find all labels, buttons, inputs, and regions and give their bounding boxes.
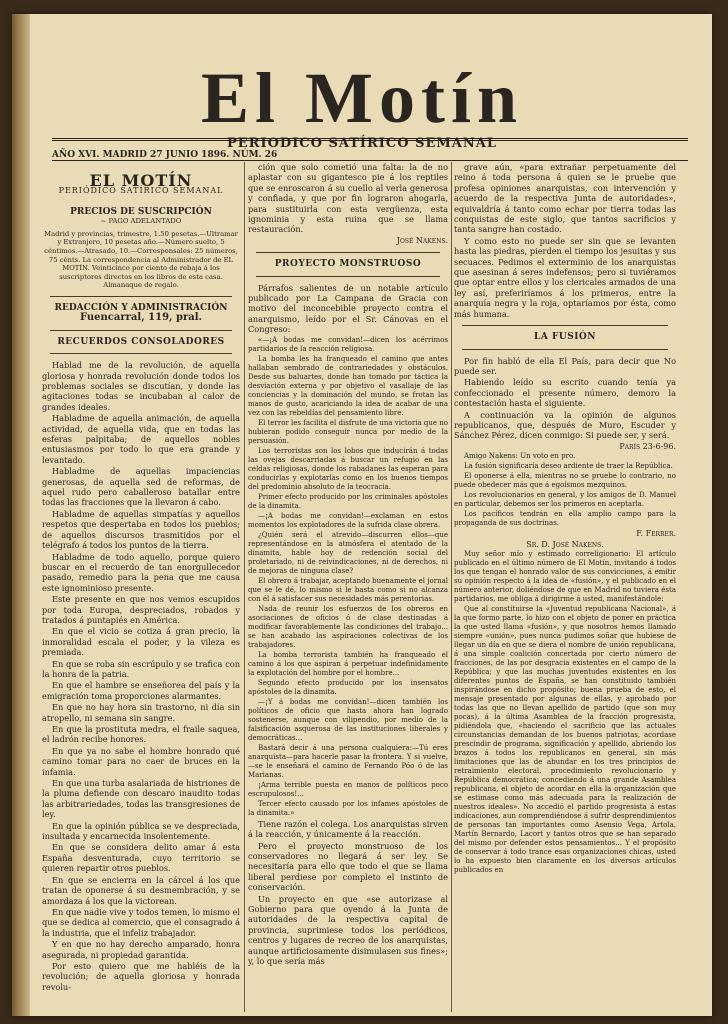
- newspaper-page: [12, 14, 712, 1016]
- paragraph: En que se roba sin escrúpulo y se trafica con la honra de la patria.: [42, 658, 240, 679]
- paragraph: —¡A bodas me convidan!—exclaman en estos momentos los explotadores de la sufrida clase obrera.: [248, 511, 448, 529]
- article-heading: PROYECTO MONSTRUOSO: [274, 259, 422, 270]
- article-heading: LA FUSIÓN: [534, 332, 596, 343]
- divider: [50, 330, 232, 331]
- paragraph: Pero el proyecto monstruoso de los conservadores no llegará á ser ley. Se necesitaría para ello que todo el que se llama liberal perdiese por completo el instinto de conservación.: [248, 840, 448, 893]
- paragraph: Habladme de aquellas impaciencias generosas, de aquella sed de reformas, de aquel rudo pero caballeroso batallar entre todas las fracciones que la llevaron á cabo.: [42, 466, 240, 508]
- paragraph: En que el hambre se enseñorea del país y la emigración toma proporciones alarmantes.: [42, 680, 240, 701]
- box-subtitle: PERIÓDICO SATÍRICO SEMANAL: [58, 186, 224, 196]
- paragraph: En que el vicio se cotiza á gran precio, la inmoralidad escala el poder, y la vileza es premiada.: [42, 626, 240, 658]
- letter-body: [454, 550, 676, 875]
- letter-date: París 23-6-96.: [619, 441, 676, 451]
- column-2: [248, 162, 448, 1012]
- paragraph: Tiene razón el colega. Los anarquistas sirven á la reacción, y únicamente á la reacción.: [248, 818, 448, 840]
- paragraph: Habiendo leído su escrito cuando tenía ya confeccionado el presente número, demoro la contestación hasta el siguiente.: [454, 377, 676, 409]
- letter-signature: F. Ferrer.: [636, 529, 676, 539]
- column-1: [42, 162, 240, 1012]
- letter-salutation: Sr. D. José Nakens.: [526, 539, 604, 549]
- paragraph: Primer efecto producido por los criminales apóstoles de la dinamita.: [248, 492, 448, 510]
- article-body: [248, 819, 448, 967]
- signature: José Nakens.: [396, 235, 448, 245]
- article-body: [42, 360, 240, 992]
- paragraph: ¡Arma terrible puesta en manos de políticos poco escrupulosos!...: [248, 780, 448, 798]
- dateline-rule: [52, 160, 688, 161]
- paragraph: Y en que no hay derecho amparado, honra asegurada, ni propiedad garantida.: [42, 939, 240, 960]
- paragraph: Hablad me de la revolución, de aquella gloriosa y honrada revolución donde todos los problemas sociales se discutían, y donde las agitaciones todas se incubaban al calor de grandes ideales.: [42, 360, 240, 412]
- paragraph: La bomba terrorista también ha franqueado el camino á los que aspiran á perpetuar indefinidamente la explotación del hombre por el hombre...: [248, 650, 448, 677]
- article-body: [454, 356, 676, 441]
- paragraph: En que no hay hora sin trastorno, ni día sin atropello, ni semana sin sangre.: [42, 702, 240, 723]
- paragraph: Que al constituirse la «Juventud republicana Nacional», á la que formo parte, lo hizo con el objeto de poner en práctica la que usted llama «fusión», y que nosotros hemos llamado siempre «unión», pues nunca pudimos soñar que hubiese de llegar un día en que se diera el nombre de unión republicana, á una simple coalición concertada por cierto número de fracciones, de las por desgracia existentes en el campo de la República; y que las muchas juventudes existentes en los diferentes puntos de España, se han constituido también inspirándose en dicho propósito; buena prueba de esto, el mensaje presentado por algunas de ellas, y aprobado por todas las que no llevan apellido de partido (que son muy pocas), á la última Asamblea de la fracción progresista, pidiéndola que, «haciendo el sacrificio que las actuales circunstancias demandan de los buenos patriotas, acordase prescindir de programa, significación y apellido, abriendo los brazos á todos los republicanos en general, sin más limitaciones que las de abundar en los tres principios de retraimiento electoral, procedimiento revolucionario y República democrática; concediendo á una grande Asamblea republicana, el objeto de acordar en ella la organización que se estimase como más adecuada para la realización de nuestros ideales». No accedió el partido progresista á estas indicaciones, aun comprendiéndose á sufrir desprendimientos de personas tan importantes como Asensio Vega, Artola, Martín Bernardo, Lacort y tantos otros que se han separado del mismo por defender estos pensamientos... Y el propósito de conservar á todo trance esas organizaciones chicas, usted lo ha expuesto bien claramente en los diversos artículos publicados en: [454, 604, 676, 874]
- paragraph: Habladme de aquella animación, de aquella actividad, de aquella vida, que en todas las esferas palpitaba; de aquellos nobles entusiasmos por todo lo que era grande y levantado.: [42, 413, 240, 465]
- paragraph: El oponerse á ella, mientras no se pruebe lo contrario, no puede obedecer más que á egoísmos mezquinos.: [454, 472, 676, 490]
- paragraph: Párrafos salientes de un notable artículo publicado por La Campana de Gracia con motivo del inconcebible proyecto contra el anarquismo, leído por el Sr. Cánovas en el Congreso:: [248, 282, 448, 335]
- dateline: AÑO XVI. MADRID 27 JUNIO 1896. NÚM. 26: [52, 150, 278, 160]
- paragraph: Bastará decir á una persona cualquiera:—Tú eres anarquista—para hacerle pasar la frontera. Y si vuelve,—se le enseñará el camino de Fernando Póo ó de las Marianas.: [248, 743, 448, 779]
- subscription-box: [42, 171, 240, 331]
- prices-text: Madrid y provincias, trimestre, 1.50 pesetas.—Ultramar y Extranjero, 10 pesetas año.—Número suelto, 5 céntimos.—Atrasado, 10.—Corresponsales: 25 números, 75 cénts. La correspondencia al Administrador de EL MOTÍN. Veinticinco por ciento de rebaja á los suscriptores directos en los libros de esta casa. Almanaque de regalo.: [44, 229, 238, 290]
- admin-address: Fuencarral, 119, pral.: [79, 312, 203, 324]
- divider: [462, 325, 668, 326]
- masthead-title: El Motín: [200, 58, 523, 138]
- paragraph: En que la opinión pública se ve despreciada, insultada y encarnecida insolentemente.: [42, 820, 240, 842]
- divider: [256, 276, 440, 277]
- masthead-subtitle: PERIODICO SATÍRICO SEMANAL: [227, 136, 497, 151]
- paragraph: Los pacíficos tendrán en ella amplio campo para la propaganda de sus doctrinas.: [454, 510, 676, 528]
- divider: [50, 296, 232, 297]
- divider: [462, 349, 668, 350]
- paragraph: Un proyecto en que «se autorizase al Gobierno para que oyendo á la Junta de autoridades de la respectiva capital de provincia, suprimiese todos los periódicos, centros y lugares de recreo de los anarquistas, aunque artificiosamente disimulasen sus fines»; y, lo que sería más: [248, 893, 448, 966]
- paragraph: Amigo Nakens: Un voto en pro.: [464, 452, 576, 461]
- column-3: [454, 162, 676, 1012]
- letter-body: [454, 452, 676, 528]
- paragraph: En que se considera delito amar á esta España desventurada, cuyo territorio se quieren repartir otros pueblos.: [42, 842, 240, 874]
- article-heading: RECUERDOS CONSOLADORES: [57, 336, 225, 347]
- paragraph: Muy señor mío y estimado correligionario: El artículo publicado en el último número de El Motín, invitando á todos los que tengan el honrado valor de sus convicciones, á emitir su opinión respecto á la idea de «fusión», y el publicado en el número anterior, doliéndose de que en Madrid no tuviera ésta partidarios, me obliga á dirigirme á usted, manifestándole:: [454, 549, 676, 603]
- paragraph: grave aún, «para extrañar perpetuamente del reino á toda persona á quien se le pruebe que profesa opiniones anarquistas, con intervención y acuerdo de la respectiva Junta de autoridades», equivaldría á tanto como echar por tierra todas las conquistas de este siglo, que tantos sacrificios y tanta sangre han costado.: [454, 162, 676, 235]
- divider: [256, 252, 440, 253]
- paragraph: Los terroristas son los lobos que inducirán á todas las ovejas descarriadas á buscar un refugio en las celdas religiosas, donde los rabadanes las esperan para conducirlas y explotarlas como en los buenos tiempos del predominio absoluto de la teocracia.: [248, 446, 448, 491]
- paragraph: Segundo efecto producido por los insensatos apóstoles de la dinamita.: [248, 678, 448, 696]
- paragraph: En que ya no sabe el hombre honrado qué camino tomar para no caer de bruces en la infamia.: [42, 745, 240, 777]
- paragraph: En que una turba asalariada de histriones de la pluma defiende con descaro inaudito todas las arbitrariedades, todas las transgresiones de ley.: [42, 778, 240, 820]
- paragraph: En que se encierra en la cárcel á los que tratan de oponerse á su desmembración, y se amordaza á los que la victorean.: [42, 874, 240, 906]
- prices-heading: PRECIOS DE SUSCRIPCIÓN: [70, 206, 212, 217]
- paragraph: Nada de reunir los esfuerzos de los obreros en asociaciones de oficios ó de clase destinadas á modificar favorablemente las condiciones del trabajo... se han acabado las aspiraciones colectivas de los trabajadores.: [248, 604, 448, 649]
- paragraph: En que la prostituta medra, el fraile saquea, el ladrón recibe honores.: [42, 724, 240, 745]
- top-rule: [52, 138, 688, 141]
- divider: [50, 353, 232, 354]
- paragraph: Por fin habló de ella El País, para decir que No puede ser.: [454, 355, 676, 376]
- paragraph: La fusión significaría deseo ardiente de traer la República.: [464, 462, 673, 471]
- column-divider: [451, 162, 452, 1012]
- page-spine: [12, 14, 30, 1016]
- paragraph: El obrero á trabajar, aceptando buenamente el jornal que se le dé, lo mismo si le basta como si no alcanza con él á satisfacer sus necesidades más perentorias.: [248, 576, 448, 603]
- paragraph: A continuación va la opinión de algunos republicanos, que, después de Muro, Escuder y Sánchez Pérez, dicen conmigo: Si puede ser, y será.: [454, 409, 676, 441]
- paragraph: Tercer efecto causado por los infames apóstoles de la dinamita.»: [248, 799, 448, 817]
- paragraph: Los revolucionarios en general, y los amigos de D. Manuel en particular, debemos ser los primeros en aceptarla.: [454, 491, 676, 509]
- paragraph: «—¡A bodas me convidan!—dicen los acérrimos partidarios de la reacción religiosa.: [248, 335, 448, 353]
- paragraph: Por esto quiero que me habléis de la revolución; de aquella gloriosa y honrada revolu-: [42, 960, 240, 992]
- prices-sub: ~ PAGO ADELANTADO: [100, 217, 182, 226]
- column-divider: [244, 162, 245, 1012]
- paragraph: El terror les facilita el disfrute de una victoria que no hubieran podido conseguir nunca por medio de la persuasión.: [248, 418, 448, 445]
- paragraph: La bomba les ha franqueado el camino que antes hallaban sembrado de contrariedades y obstáculos. Desde sus baluartes, donde han tomado por táctica la desviación externa y por objetivo el vasallaje de las conciencias y la dominación del mundo, se frotan las manos de gusto, acariciando la idea de acabar de una vez con las rebeldías del pensamiento libre.: [248, 354, 448, 417]
- paragraph: Y como esto no puede ser sin que se levanten hasta las piedras, pierden el tiempo los jesuitas y sus secuaces. Pedimos el exterminio de los anarquistas que asesinan á seres indefensos; pero si tuviéramos que optar entre ellos y los clericales armados de una ley así, preferiríamos á los primeros, entre la anarquía negra y la roja, optaríamos por ésta, como más humana.: [454, 235, 676, 319]
- paragraph: Habladme de todo aquello, porque quiero buscar en el recuerdo de tan enorgullecedor pasado, remedio para la pena que me causa este ignominioso presente.: [42, 551, 240, 593]
- quoted-text: [248, 336, 448, 818]
- box-title: EL MOTÍN: [89, 171, 193, 190]
- paragraph: —¡Y á bodas me convidan!—dicen también los políticos de oficio que hasta ahora han logrado sostenerse, aunque con vilipendio, por medio de la falsificación asquerosa de las instituciones liberales y democráticas...: [248, 697, 448, 742]
- paragraph: Este presente en que nos vemos escupidos por toda Europa, despreciados, robados y tratados á puntapiés en América.: [42, 594, 240, 625]
- paragraph: Habladme de aquellas simpatías y aquellos respetos que despertaba en todos los pueblos; de aquellos discursos trasmitidos por el telégrafo á todos los puntos de la tierra.: [42, 508, 240, 551]
- admin-heading: REDACCIÓN Y ADMINISTRACIÓN: [54, 302, 228, 313]
- paragraph: En que nadie vive y todos temen, lo mismo el que se dedica al comercio, que el consagrado á la industria, que el infeliz trabajador.: [42, 906, 240, 938]
- paragraph: ¿Quién será el atrevido—discurren ellos—que representándose en la atmósfera el atentado de la dinamita, hable hoy de redención social del proletariado, ni de reivindicaciones, ni de derechos, ni de mejoras de ninguna clase?: [248, 530, 448, 575]
- paragraph: ción que solo cometió una falta: la de no aplastar con su gigantesco pie á los reptiles que se enroscaron á su cuello al verla generosa y confiada, y que por fin lograron ahogarla, para sustituirla con esta vergüenza, esta ignominia y esta ruina que se llama restauración.: [248, 162, 448, 235]
